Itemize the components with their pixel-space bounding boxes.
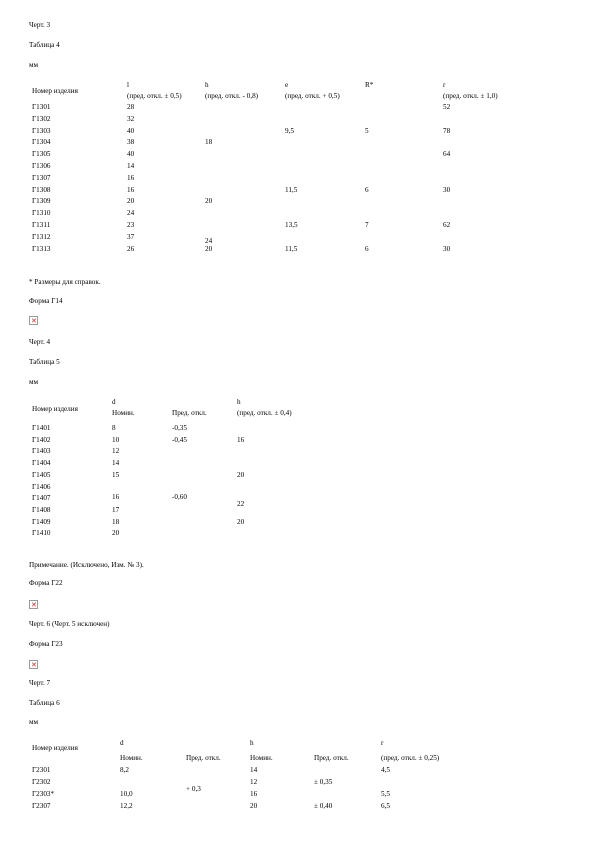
- table4-row-item-number: Г1308: [32, 185, 51, 194]
- table5-row-item-number: Г1404: [32, 459, 51, 468]
- table4-row-item-number: Г1310: [32, 209, 51, 218]
- table5-cell: 20: [237, 517, 245, 526]
- table5-header-item-number: Номер изделия: [32, 405, 78, 413]
- table6-cell: 14: [250, 766, 258, 774]
- table4-cell: 26: [127, 244, 135, 253]
- chart-3-caption: Черт. 3: [29, 21, 51, 29]
- table6-header-tolerance: Пред. откл.: [314, 754, 349, 762]
- table5-cell: 8: [112, 424, 116, 432]
- table5-cell: 20: [237, 470, 245, 479]
- table5-row-item-number: Г1405: [32, 470, 51, 479]
- table4-cell: 37: [127, 232, 135, 241]
- table5-cell: -0,45: [172, 435, 187, 444]
- table4-cell: 9,5: [285, 126, 294, 135]
- table5-cell: 20: [112, 529, 120, 538]
- chart-6-caption: Черт. 6 (Черт. 5 исключен): [29, 620, 110, 628]
- table-5-caption: Таблица 5: [29, 358, 60, 366]
- table4-cell: 30: [443, 244, 451, 253]
- table4-cell: 6: [365, 244, 369, 253]
- table6-cell: 20: [250, 801, 258, 810]
- table4-header-tolerance: (пред. откл. ± 0,5): [127, 92, 182, 100]
- table4-row-item-number: Г1306: [32, 162, 51, 170]
- broken-image-icon: ✕: [31, 661, 37, 669]
- table4-header-tolerance: (пред. откл. - 0,8): [205, 92, 259, 100]
- table6-cell: 4,5: [381, 766, 390, 774]
- table-5-note: Примечание. (Исключено, Изм. № 3).: [29, 561, 144, 569]
- table4-header-tolerance: (пред. откл. + 0,5): [285, 92, 340, 100]
- table4-row-item-number: Г1313: [32, 244, 51, 253]
- table4-cell: 24: [205, 237, 213, 245]
- table4-row-item-number: Г1301: [32, 103, 51, 111]
- table4-row-item-number: Г1311: [32, 221, 51, 229]
- table5-row-item-number: Г1406: [32, 482, 51, 491]
- table5-row-item-number: Г1410: [32, 529, 51, 538]
- broken-image-icon: ✕: [31, 317, 37, 325]
- table5-row-item-number: Г1402: [32, 435, 51, 444]
- table5-row-item-number: Г1407: [32, 494, 51, 503]
- table6-cell: ± 0,35: [314, 777, 333, 786]
- table5-cell: 16: [112, 493, 120, 501]
- table5-cell: 15: [112, 470, 120, 479]
- table4-header-symbol: e: [285, 81, 289, 89]
- table6-cell: 10,0: [120, 789, 133, 798]
- table5-row-item-number: Г1401: [32, 424, 51, 432]
- table4-row-item-number: Г1302: [32, 114, 51, 123]
- table6-row-item-number: Г2303*: [32, 789, 55, 798]
- table4-cell: 78: [443, 126, 451, 135]
- table6-cell: 6,5: [381, 801, 390, 810]
- table6-cell: 12: [250, 777, 258, 786]
- table4-cell: 23: [127, 221, 135, 229]
- table5-header-tolerance: Пред. откл.: [172, 409, 207, 417]
- table4-cell: 38: [127, 138, 135, 147]
- table4-cell: 6: [365, 185, 369, 194]
- table5-cell: -0,35: [172, 424, 187, 432]
- form-g22-label: Форма Г22: [29, 579, 63, 587]
- table4-cell: 13,5: [285, 221, 298, 229]
- table4-cell: 40: [127, 126, 135, 135]
- table6-cell: 12,2: [120, 801, 133, 810]
- table4-row-item-number: Г1304: [32, 138, 51, 147]
- table5-cell: 10: [112, 435, 120, 444]
- table6-header-tolerance: Номин.: [120, 754, 143, 762]
- table5-cell: 22: [237, 500, 245, 508]
- table-5-unit: мм: [29, 378, 39, 386]
- table4-cell: 5: [365, 126, 369, 135]
- table5-row-item-number: Г1408: [32, 505, 51, 514]
- table-6-unit: мм: [29, 718, 39, 726]
- table6-cell: 8,2: [120, 766, 129, 774]
- table5-cell: 16: [237, 435, 245, 444]
- table4-cell: 16: [127, 185, 135, 194]
- table5-row-item-number: Г1409: [32, 517, 51, 526]
- table6-cell: ± 0,40: [314, 801, 333, 810]
- table4-header-symbol: R*: [365, 81, 374, 89]
- table4-cell: 7: [365, 221, 369, 229]
- table5-cell: 14: [112, 459, 120, 468]
- table4-cell: 30: [443, 185, 451, 194]
- table4-cell: 24: [127, 209, 135, 218]
- table5-cell: 17: [112, 505, 120, 514]
- table6-row-item-number: Г2301: [32, 766, 51, 774]
- chart-7-caption: Черт. 7: [29, 679, 51, 687]
- table-4-unit: мм: [29, 61, 39, 69]
- table4-header-item-number: Номер изделия: [32, 87, 78, 95]
- table4-header-tolerance: (пред. откл. ± 1,0): [443, 92, 498, 100]
- table4-row-item-number: Г1303: [32, 126, 51, 135]
- table6-header-symbol: d: [120, 739, 124, 747]
- table4-cell: 20: [205, 197, 213, 206]
- table4-cell: 62: [443, 221, 451, 229]
- table4-row-item-number: Г1305: [32, 150, 51, 159]
- table4-cell: 11,5: [285, 185, 298, 194]
- table5-header-symbol: h: [237, 398, 241, 406]
- table-4-footnote: * Размеры для справок.: [29, 278, 101, 286]
- table6-header-tolerance: Номин.: [250, 754, 273, 762]
- table5-cell: -0,60: [172, 493, 187, 501]
- table6-row-item-number: Г2307: [32, 801, 51, 810]
- table6-header-item-number: Номер изделия: [32, 744, 78, 752]
- chart-4-caption: Черт. 4: [29, 338, 51, 346]
- table5-header-tolerance: Номин.: [112, 409, 135, 417]
- table-6-caption: Таблица 6: [29, 699, 60, 707]
- table6-header-tolerance: (пред. откл. ± 0,25): [381, 754, 440, 762]
- table5-cell: 12: [112, 447, 120, 456]
- table4-cell: 18: [205, 138, 213, 147]
- table5-row-item-number: Г1403: [32, 447, 51, 456]
- table4-cell: 20: [205, 244, 213, 253]
- table6-cell: 16: [250, 789, 258, 798]
- table4-cell: 52: [443, 103, 451, 111]
- table4-header-symbol: r: [443, 81, 446, 89]
- table4-cell: 32: [127, 114, 135, 123]
- table4-cell: 64: [443, 150, 451, 159]
- table-4-caption: Таблица 4: [29, 41, 60, 49]
- table4-cell: 11,5: [285, 244, 298, 253]
- table6-row-item-number: Г2302: [32, 777, 51, 786]
- broken-image-icon: ✕: [31, 601, 37, 609]
- table4-row-item-number: Г1309: [32, 197, 51, 206]
- table4-row-item-number: Г1312: [32, 232, 51, 241]
- form-g14-label: Форма Г14: [29, 297, 63, 305]
- table4-cell: 14: [127, 162, 135, 170]
- table4-row-item-number: Г1307: [32, 173, 51, 182]
- table4-cell: 16: [127, 173, 135, 182]
- table4-cell: 40: [127, 150, 135, 159]
- table4-header-symbol: l: [127, 81, 129, 89]
- table4-cell: 20: [127, 197, 135, 206]
- table6-cell: + 0,3: [186, 785, 201, 793]
- table6-header-symbol: h: [250, 739, 254, 747]
- table6-header-tolerance: Пред. откл.: [186, 754, 221, 762]
- table4-header-symbol: h: [205, 81, 209, 89]
- table6-cell: 5,5: [381, 789, 390, 798]
- table5-cell: 18: [112, 517, 120, 526]
- table5-header-tolerance: (пред. откл. ± 0,4): [237, 409, 292, 417]
- table5-header-symbol: d: [112, 398, 116, 406]
- table4-cell: 28: [127, 103, 135, 111]
- form-g23-label: Форма Г23: [29, 640, 63, 648]
- table6-header-symbol: r: [381, 739, 384, 747]
